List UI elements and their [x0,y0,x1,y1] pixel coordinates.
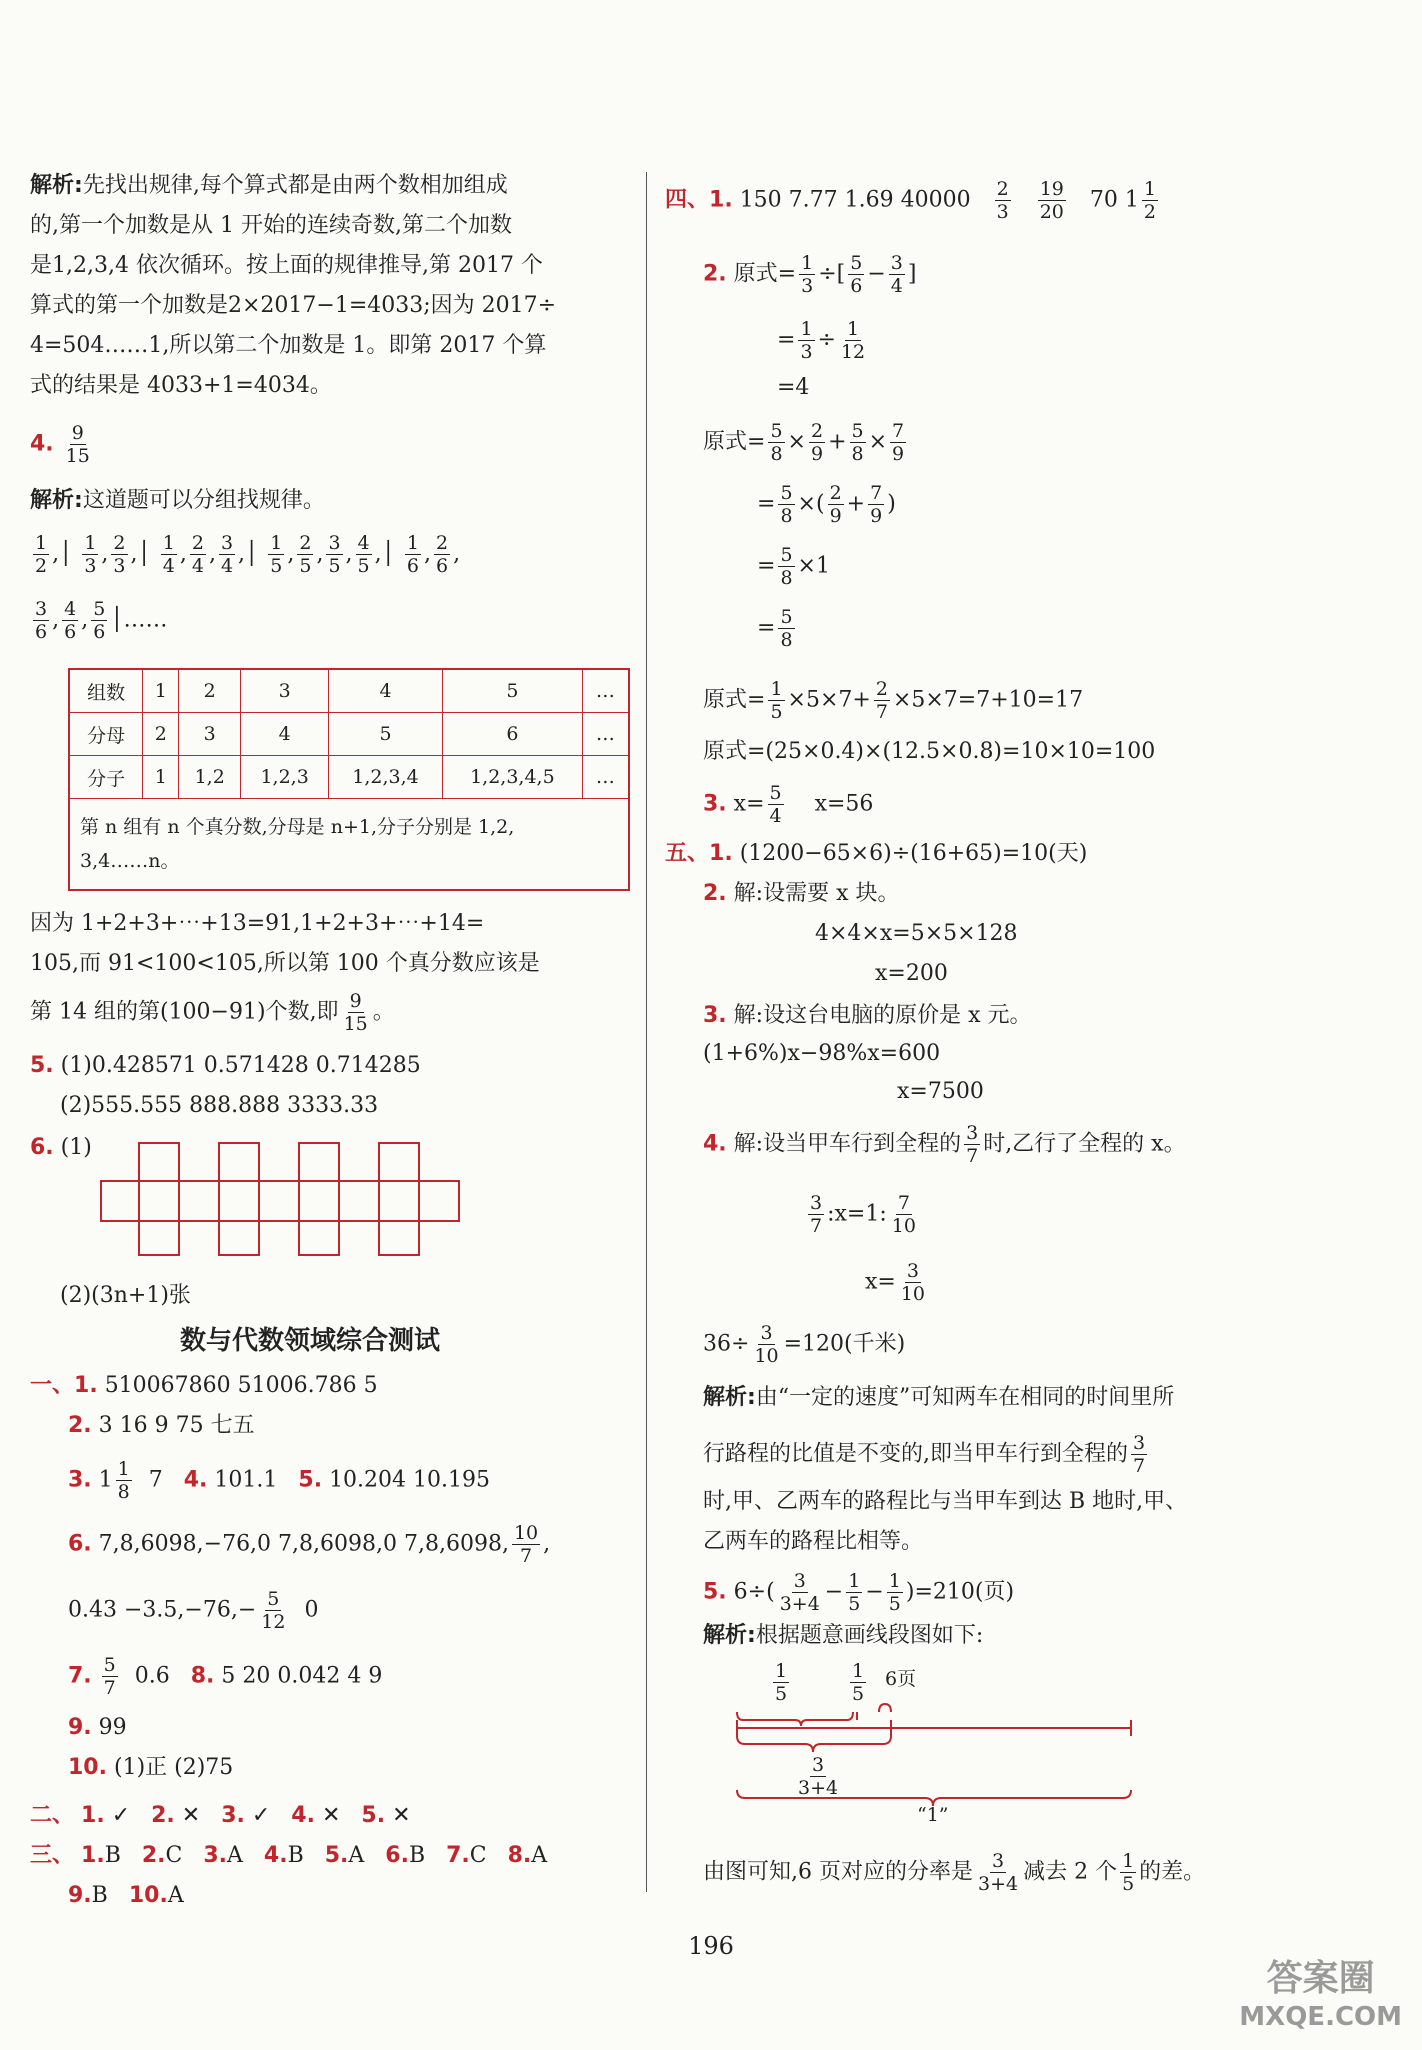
section-5-q2: 2. 解:设需要 x 块。 [703,881,900,906]
segment-label: $\frac{3}{3+4}$ [798,1754,839,1799]
eq-line: 2. 原式= $\frac{1}{3}$ ÷[ $\frac{5}{6}$ − $\frac{3}{4}$ ] [703,252,917,297]
section-1-q1: 一、1. 510067860 51006.786 5 [30,1373,378,1398]
answer-6-part2: (2)(3n+1)张 [60,1283,191,1308]
section-5-q1: 五、1. (1200−65×6)÷(16+65)=10(天) [665,841,1088,866]
fraction: $\frac{9}{15}$ [65,422,90,467]
analysis-line: 由图可知,6 页对应的分率是 $\frac{3}{3+4}$ 减去 2 个 $\frac{1}{5}$ 的差。 [703,1850,1206,1895]
segment-label: “1” [917,1804,949,1826]
analysis-line: 因为 1+2+3+⋯+13=91,1+2+3+⋯+14= [30,911,485,936]
eq-line: = $\frac{1}{3}$ ÷ $\frac{1}{12}$ [777,318,866,363]
eq-line: x=200 [875,961,948,986]
analysis-line: 式的结果是 4033+1=4034。 [30,373,332,398]
table-row: 组数 1 2 3 4 5 … [69,669,629,713]
eq-line: = $\frac{5}{8}$ ×( $\frac{2}{9}$ + $\frac{7}{9}$ ) [757,482,896,527]
segment-label: 6页 [885,1668,917,1690]
column-divider [646,172,647,1892]
analysis-line: 第 14 组的第(100−91)个数,即 $\frac{9}{15}$ 。 [30,990,395,1035]
section-5-q3: 3. 解:设这台电脑的原价是 x 元。 [703,1003,1032,1028]
answer-5-line2: (2)555.555 888.888 3333.33 [60,1093,379,1118]
analysis-line: 解析:先找出规律,每个算式都是由两个数相加组成 [30,173,508,198]
grouping-table [68,668,630,891]
section-2: 二、 1. ✓ 2. ✕ 3. ✓ 4. ✕ 5. ✕ [30,1803,411,1828]
eq-line: x=7500 [897,1079,984,1104]
fraction-sequence-2: $\frac{3}{6}$ , $\frac{4}{6}$ , $\frac{5}{6}$ │…… [35,598,168,643]
eq-line: =4 [777,375,810,400]
analysis-line: 是1,2,3,4 依次循环。按上面的规律推导,第 2017 个 [30,253,543,278]
section-5-q4: 4. 解:设当甲车行到全程的 $\frac{3}{7}$ 时,乙行了全程的 x。 [703,1122,1186,1167]
fraction-sequence-1: $\frac{1}{2}$ ,│ $\frac{1}{3}$ , $\frac{2}{3}$ ,│ $\frac{1}{4}$ , $\frac{2}{4}$ , $\frac{3}{4}$ ,│ $\frac{1}{5}$ , $\frac{2}{5}$ , $\frac{3}{5}$ , $\frac{4}{5}$ ,│ $\frac{1}{6}$ , $\frac{2}{6}$ , [35,532,461,577]
analysis-line: 105,而 91<100<105,所以第 100 个真分数应该是 [30,951,540,976]
eq-line: 36÷ $\frac{3}{10}$ =120(千米) [703,1322,906,1367]
analysis-line: 的,第一个加数是从 1 开始的连续奇数,第二个加数 [30,213,512,238]
answer-6: 6. (1) [30,1135,92,1160]
segment-label: $\frac{1}{5}$ [852,1660,865,1705]
segment-diagram [725,1660,1145,1830]
section-1-q3-5: 3. 1 $\frac{1}{8}$ 7 4. 101.1 5. 10.204 10.195 [68,1458,491,1503]
eq-line: = $\frac{5}{8}$ [757,606,793,651]
table-row: 分子 1 1,2 1,2,3 1,2,3,4 1,2,3,4,5 … [69,756,629,799]
section-title: 数与代数领域综合测试 [180,1326,441,1356]
eq-line: = $\frac{5}{8}$ ×1 [757,544,830,589]
section-3: 三、 1.B 2.C 3.A 4.B 5.A 6.B 7.C 8.A [30,1843,548,1868]
segment-label: $\frac{1}{5}$ [775,1660,788,1705]
section-4-q1: 四、1. 150 7.77 1.69 40000 $\frac{2}{3}$ $\frac{19}{20}$ 70 1 $\frac{1}{2}$ [665,178,1156,223]
watermark-logo: 答案圈 MXQE.COM [1239,1958,1402,2032]
section-5-q5: 5. 6÷( $\frac{3}{3+4}$ − $\frac{1}{5}$ − $\frac{1}{5}$ )=210(页) [703,1570,1015,1615]
section-1-q6: 6. 7,8,6098,−76,0 7,8,6098,0 7,8,6098, $\frac{10}{7}$ , [68,1522,551,1567]
eq-line: 原式=(25×0.4)×(12.5×0.8)=10×10=100 [703,739,1156,764]
analysis-line: 时,甲、乙两车的路程比与当甲车到达 B 地时,甲、 [703,1489,1188,1514]
section-1-q6-line2: 0.43 −3.5,−76,− $\frac{5}{12}$ 0 [68,1588,319,1633]
table-note-row: 第 n 组有 n 个真分数,分母是 n+1,分子分别是 1,2, 3,4……n。 [69,799,629,891]
page-number: 196 [688,1932,734,1960]
analysis-line: 4=504……1,所以第二个加数是 1。即第 2017 个算 [30,333,547,358]
analysis-line: 算式的第一个加数是2×2017−1=4033;因为 2017÷ [30,293,557,318]
section-1-q9: 9. 99 [68,1715,127,1740]
analysis-line: 乙两车的路程比相等。 [703,1529,924,1554]
eq-line: 原式= $\frac{1}{5}$ ×5×7+ $\frac{2}{7}$ ×5×7=7+10=17 [703,678,1084,723]
section-3-line2: 9.B 10.A [68,1883,184,1908]
analysis-line: 解析:这道题可以分组找规律。 [30,488,325,513]
eq-line: (1+6%)x−98%x=600 [703,1041,941,1066]
table-row: 分母 2 3 4 5 6 … [69,713,629,756]
eq-line: $\frac{3}{7}$ :x=1: $\frac{7}{10}$ [810,1192,916,1237]
analysis-line: 行路程的比值是不变的,即当甲车行到全程的 $\frac{3}{7}$ [703,1432,1146,1477]
analysis-line: 解析:根据题意画线段图如下: [703,1623,984,1648]
answer-4: 4. $\frac{9}{15}$ [30,422,90,467]
cube-net-diagram [100,1142,460,1252]
eq-line: 4×4×x=5×5×128 [815,921,1018,946]
answer-5: 5. (1)0.428571 0.571428 0.714285 [30,1053,421,1078]
section-1-q2: 2. 3 16 9 75 七五 [68,1413,255,1438]
eq-line: 原式= $\frac{5}{8}$ × $\frac{2}{9}$ + $\frac{5}{8}$ × $\frac{7}{9}$ [703,420,905,465]
answer-3: 3. x= $\frac{5}{4}$ x=56 [703,782,874,827]
analysis-line: 解析:由“一定的速度”可知两车在相同的时间里所 [703,1385,1175,1410]
eq-line: x= $\frac{3}{10}$ [865,1260,926,1305]
section-1-q7-8: 7. $\frac{5}{7}$ 0.6 8. 5 20 0.042 4 9 [68,1654,383,1699]
section-1-q10: 10. (1)正 (2)75 [68,1755,234,1780]
